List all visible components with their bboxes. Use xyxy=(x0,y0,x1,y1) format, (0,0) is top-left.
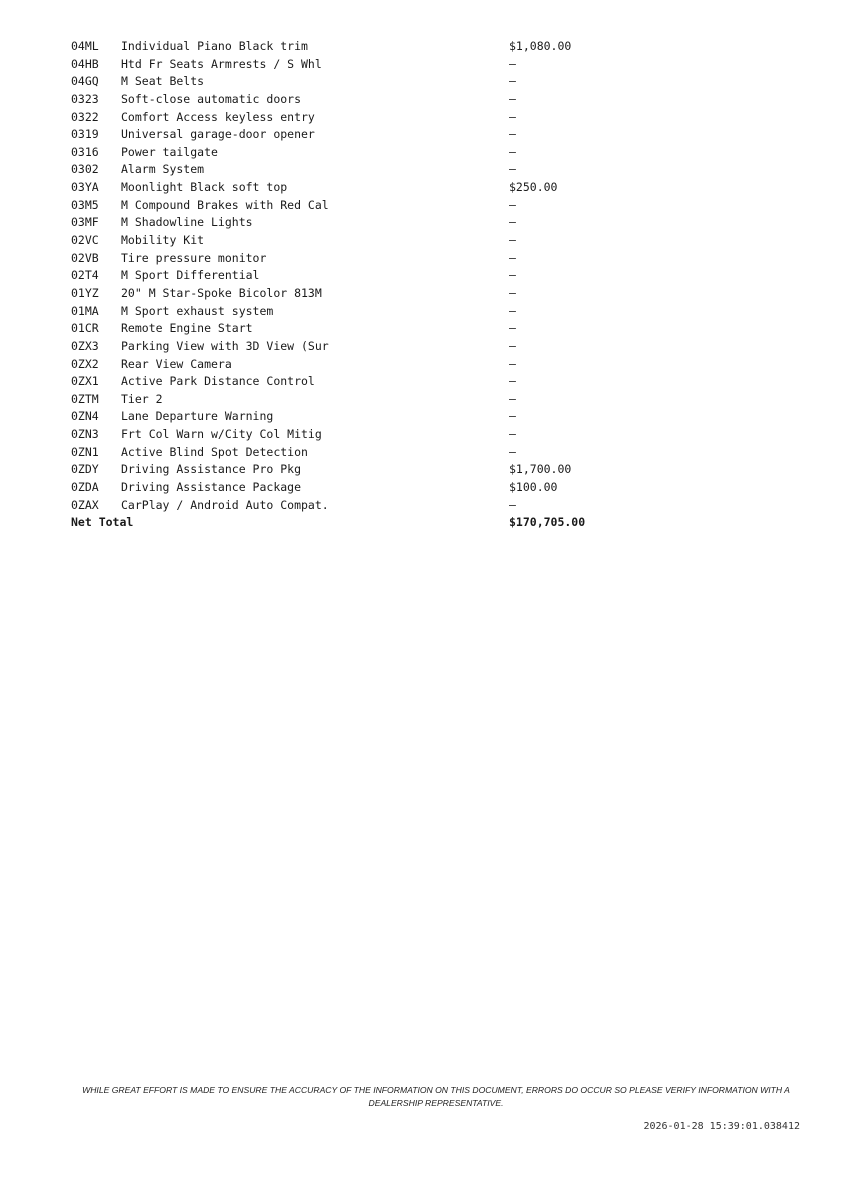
option-price: $100.00 xyxy=(509,480,558,495)
option-code: 0ZX3 xyxy=(71,338,99,353)
option-price: — xyxy=(509,56,516,71)
option-code: 01CR xyxy=(71,321,99,336)
option-row xyxy=(71,232,631,250)
option-description: M Sport exhaust system xyxy=(121,303,274,318)
option-code: 01YZ xyxy=(71,285,99,300)
option-row xyxy=(71,285,631,303)
option-row xyxy=(71,126,631,144)
net-total-row xyxy=(71,514,631,532)
option-price: — xyxy=(509,338,516,353)
option-row xyxy=(71,91,631,109)
option-description: CarPlay / Android Auto Compat. xyxy=(121,497,329,512)
option-description: Rear View Camera xyxy=(121,356,232,371)
option-row xyxy=(71,303,631,321)
option-code: 0316 xyxy=(71,144,99,159)
option-price: — xyxy=(509,303,516,318)
option-code: 0ZAX xyxy=(71,497,99,512)
option-description: Alarm System xyxy=(121,162,205,177)
option-price: — xyxy=(509,127,516,142)
option-code: 0ZTM xyxy=(71,391,99,406)
option-description: Soft-close automatic doors xyxy=(121,91,302,106)
option-code: 0302 xyxy=(71,162,99,177)
options-list xyxy=(71,38,631,532)
option-code: 0ZDY xyxy=(71,462,99,477)
option-description: Frt Col Warn w/City Col Mitig xyxy=(121,427,322,442)
disclaimer-text: WHILE GREAT EFFORT IS MADE TO ENSURE THE ACCURACY OF THE INFORMATION ON THIS DOCUMENT, ERRORS DO OCCUR SO PLEASE VERIFY INFORMATION WITH A DEALERSHIP REPRESENTATIVE. xyxy=(82,1085,790,1108)
option-price: — xyxy=(509,497,516,512)
option-description: Driving Assistance Pro Pkg xyxy=(121,462,302,477)
option-row xyxy=(71,356,631,374)
option-row xyxy=(71,373,631,391)
option-price: — xyxy=(509,215,516,230)
option-description: M Seat Belts xyxy=(121,74,205,89)
option-code: 02T4 xyxy=(71,268,99,283)
option-description: Parking View with 3D View (Sur xyxy=(121,338,329,353)
option-row xyxy=(71,250,631,268)
option-price: — xyxy=(509,321,516,336)
option-description: Tire pressure monitor xyxy=(121,250,267,265)
option-description: Htd Fr Seats Armrests / S Whl xyxy=(121,56,322,71)
option-description: Tier 2 xyxy=(121,391,163,406)
option-description: Active Blind Spot Detection xyxy=(121,444,308,459)
option-code: 03MF xyxy=(71,215,99,230)
option-row xyxy=(71,461,631,479)
option-row xyxy=(71,161,631,179)
option-price: $1,700.00 xyxy=(509,462,572,477)
option-description: Universal garage-door opener xyxy=(121,127,315,142)
option-description: Mobility Kit xyxy=(121,233,205,248)
option-description: 20" M Star-Spoke Bicolor 813M xyxy=(121,285,322,300)
option-price: — xyxy=(509,74,516,89)
option-row xyxy=(71,38,631,56)
timestamp: 2026-01-28 15:39:01.038412 xyxy=(643,1121,800,1132)
option-code: 0ZN1 xyxy=(71,444,99,459)
option-code: 03YA xyxy=(71,180,99,195)
option-code: 0319 xyxy=(71,127,99,142)
net-total-value: $170,705.00 xyxy=(509,515,586,530)
option-code: 0ZX1 xyxy=(71,374,99,389)
option-description: Power tailgate xyxy=(121,144,218,159)
option-price: — xyxy=(509,374,516,389)
option-description: Driving Assistance Package xyxy=(121,480,302,495)
option-row xyxy=(71,144,631,162)
option-price: — xyxy=(509,233,516,248)
option-description: Active Park Distance Control xyxy=(121,374,315,389)
option-description: Individual Piano Black trim xyxy=(121,39,308,53)
option-description: Lane Departure Warning xyxy=(121,409,274,424)
option-row xyxy=(71,497,631,515)
option-row xyxy=(71,197,631,215)
option-price: — xyxy=(509,391,516,406)
option-code: 01MA xyxy=(71,303,99,318)
option-description: Remote Engine Start xyxy=(121,321,253,336)
option-price: — xyxy=(509,250,516,265)
option-code: 0ZN3 xyxy=(71,427,99,442)
option-price: — xyxy=(509,144,516,159)
option-price: — xyxy=(509,162,516,177)
option-rows xyxy=(71,38,631,514)
option-price: — xyxy=(509,91,516,106)
option-price: — xyxy=(509,109,516,124)
option-code: 02VC xyxy=(71,233,99,248)
option-price: — xyxy=(509,268,516,283)
option-code: 0ZN4 xyxy=(71,409,99,424)
net-total-label: Net Total xyxy=(71,515,134,530)
option-row xyxy=(71,426,631,444)
option-price: — xyxy=(509,285,516,300)
option-row xyxy=(71,320,631,338)
option-row xyxy=(71,56,631,74)
option-description: Comfort Access keyless entry xyxy=(121,109,315,124)
option-code: 0322 xyxy=(71,109,99,124)
option-description: M Shadowline Lights xyxy=(121,215,253,230)
option-row xyxy=(71,179,631,197)
option-row xyxy=(71,267,631,285)
option-row xyxy=(71,408,631,426)
option-price: — xyxy=(509,427,516,442)
option-price: $1,080.00 xyxy=(509,39,572,53)
option-code: 02VB xyxy=(71,250,99,265)
option-row xyxy=(71,338,631,356)
option-description: M Sport Differential xyxy=(121,268,260,283)
option-price: — xyxy=(509,197,516,212)
option-code: 04HB xyxy=(71,56,99,71)
option-row xyxy=(71,214,631,232)
option-code: 04ML xyxy=(71,39,99,53)
option-price: — xyxy=(509,444,516,459)
option-code: 03M5 xyxy=(71,197,99,212)
option-description: M Compound Brakes with Red Cal xyxy=(121,197,329,212)
option-row xyxy=(71,109,631,127)
option-row xyxy=(71,479,631,497)
option-row xyxy=(71,391,631,409)
option-row xyxy=(71,73,631,91)
option-price: — xyxy=(509,409,516,424)
option-code: 04GQ xyxy=(71,74,99,89)
option-price: $250.00 xyxy=(509,180,558,195)
option-price: — xyxy=(509,356,516,371)
option-row xyxy=(71,444,631,462)
option-code: 0ZDA xyxy=(71,480,99,495)
option-code: 0ZX2 xyxy=(71,356,99,371)
option-code: 0323 xyxy=(71,91,99,106)
option-description: Moonlight Black soft top xyxy=(121,180,288,195)
